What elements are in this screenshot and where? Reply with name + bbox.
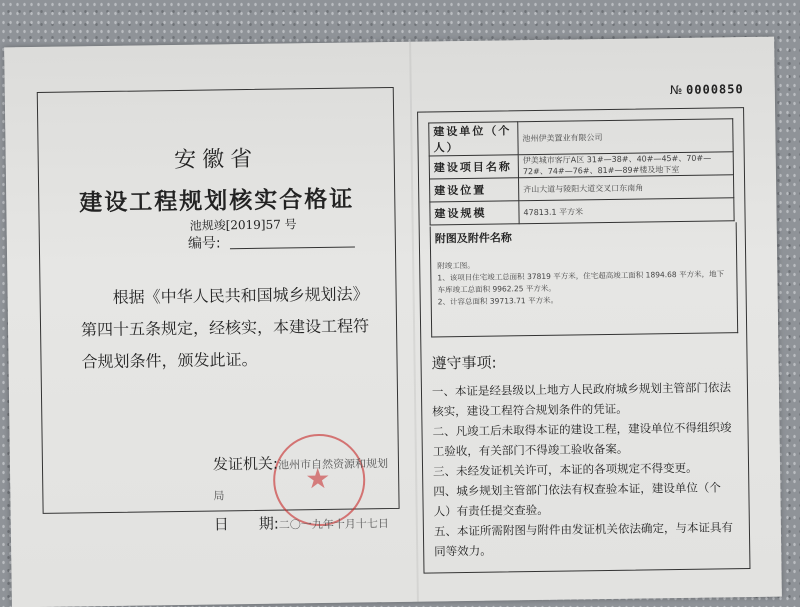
row-label: 建设规模 [430,201,519,225]
code-value: 池规竣[2019]57 号 [189,217,297,233]
attachment-line: 1、该项目住宅竣工总面积 37819 平方米，住宅超高竣工面积 1894.68 平方米，地下车库竣工总面积 9962.25 平方米。 [437,269,725,295]
left-panel [37,87,400,534]
rule-item: 五、本证所需附图与附件由发证机关依法确定，与本证具有同等效力。 [433,520,733,559]
rule-item: 一、本证是经县级以上地方人民政府城乡规划主管部门依法核实，建设工程符合规划条件的凭证。 [431,380,732,419]
attachment-line: 附竣工图。 [437,260,475,271]
rules-title: 遵守事项: [431,353,497,373]
row-label: 建设项目名称 [429,155,518,179]
code-label: 编号: [187,235,221,252]
row-label: 建设位置 [430,178,519,202]
issuer-label: 发证机关: [212,454,279,474]
attachments-label: 附图及附件名称 [434,231,512,246]
code-underline [230,247,355,250]
row-value: 伊美城市客厅A区 31#—38#、40#—45#、70#—72#、74#—76#、81#—89#楼及地下室 [518,152,733,178]
rule-item: 四、城乡规划主管部门依法有权查验本证，建设单位（个人）有责任提交查验。 [433,480,721,519]
project-info-table [428,118,734,225]
row-label: 建设单位（个人） [429,122,518,156]
issuer-block [213,448,399,541]
issuer-value: 池州市自然资源和规划局 [213,457,389,503]
date-label: 日 期: [213,514,279,534]
attachments-section [430,222,739,337]
attachment-line: 2、计容总面积 39713.71 平方米。 [437,295,559,307]
rules-section [431,348,734,561]
certificate-body: 根据《中华人民共和国城乡规划法》第四十五条规定，经核实，本建设工程符合规划条件，颁发此证。 [80,284,370,372]
table-row [430,198,734,225]
row-value: 47813.1 平方米 [519,198,734,224]
serial-number: № 0000850 [669,82,744,98]
right-panel [417,107,750,574]
certificate-title: 建设工程规划核实合格证 [79,186,355,217]
seal-star-icon: ★ [304,461,331,496]
rule-item: 三、未经发证机关许可，本证的各项规定不得变更。 [432,460,698,479]
table-row [429,119,733,156]
rule-item: 二、凡竣工后未取得本证的建设工程，建设单位不得组织竣工验收，有关部门不得竣工验收备案。 [432,420,732,459]
province: 安徽省 [174,146,259,174]
date-value: 二〇一九年十月十七日 [278,517,389,532]
row-value: 池州伊美置业有限公司 [518,119,733,155]
row-value: 齐山大道与陵阳大道交叉口东南角 [518,175,733,201]
certificate-paper [4,37,782,607]
